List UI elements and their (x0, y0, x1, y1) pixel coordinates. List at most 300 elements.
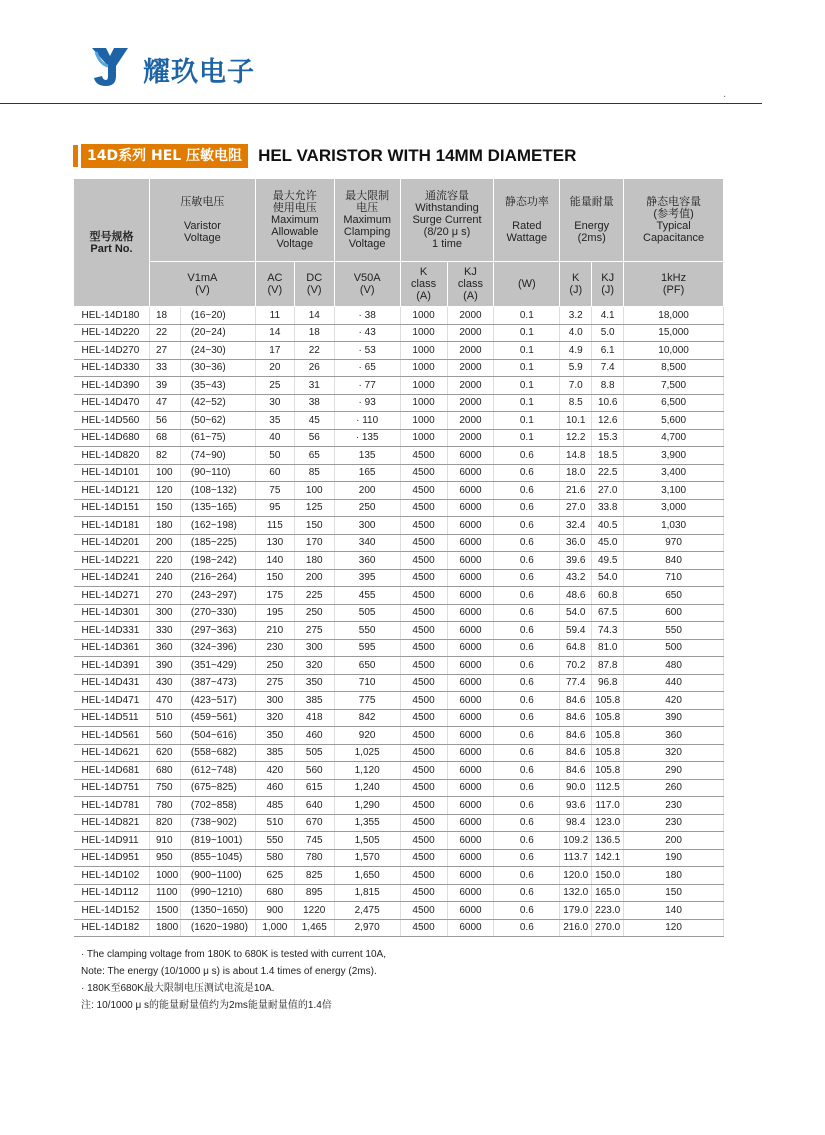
table-cell: 4500 (400, 482, 447, 500)
table-cell: 220 (149, 552, 180, 570)
table-cell: 45.0 (592, 534, 624, 552)
table-cell: 18.5 (592, 447, 624, 465)
table-cell: 4500 (400, 604, 447, 622)
table-cell: 550 (334, 622, 400, 640)
table-cell: 1000 (400, 324, 447, 342)
table-cell: 300 (255, 692, 294, 710)
table-cell: 18 (294, 324, 334, 342)
table-row (74, 902, 724, 920)
table-cell: 48.6 (560, 587, 592, 605)
subheader-dc: DC (V) (294, 262, 334, 307)
table-cell: 2,475 (334, 902, 400, 920)
table-cell: 6000 (447, 832, 494, 850)
table-cell: 223.0 (592, 902, 624, 920)
table-cell: HEL-14D681 (74, 762, 150, 780)
table-cell: 5,600 (624, 412, 724, 430)
table-cell: 580 (255, 849, 294, 867)
table-cell: 485 (255, 797, 294, 815)
table-cell: 625 (255, 867, 294, 885)
table-cell: 780 (149, 797, 180, 815)
table-cell: 140 (255, 552, 294, 570)
table-cell: 0.6 (494, 587, 560, 605)
table-cell: 0.6 (494, 832, 560, 850)
table-cell: 230 (624, 814, 724, 832)
table-cell: HEL-14D101 (74, 464, 150, 482)
table-cell: 320 (255, 709, 294, 727)
table-cell: 470 (149, 692, 180, 710)
table-cell: HEL-14D121 (74, 482, 150, 500)
table-cell: 1000 (149, 867, 180, 885)
table-cell: 36.0 (560, 534, 592, 552)
table-cell: HEL-14D220 (74, 324, 150, 342)
table-cell: 54.0 (560, 604, 592, 622)
table-cell: 340 (334, 534, 400, 552)
subheader-k-class: K class (A) (400, 262, 447, 307)
table-cell: 60.8 (592, 587, 624, 605)
table-cell: 77.4 (560, 674, 592, 692)
table-cell: 4500 (400, 832, 447, 850)
table-cell: (24~30) (180, 342, 255, 360)
table-cell: 59.4 (560, 622, 592, 640)
table-row (74, 674, 724, 692)
table-cell: 105.8 (592, 762, 624, 780)
table-cell: (135~165) (180, 499, 255, 517)
table-cell: 3,000 (624, 499, 724, 517)
table-cell: 825 (294, 867, 334, 885)
table-cell: 320 (294, 657, 334, 675)
table-cell: 1,290 (334, 797, 400, 815)
table-cell: 4500 (400, 447, 447, 465)
table-cell: 132.0 (560, 884, 592, 902)
blue-y-logo-icon (86, 42, 134, 90)
table-cell: 39.6 (560, 552, 592, 570)
table-cell: 84.6 (560, 727, 592, 745)
table-cell: 0.6 (494, 797, 560, 815)
table-cell: HEL-14D201 (74, 534, 150, 552)
table-cell: 300 (334, 517, 400, 535)
table-cell: (900~1100) (180, 867, 255, 885)
table-cell: 4.0 (560, 324, 592, 342)
table-cell: 4500 (400, 762, 447, 780)
table-cell: 4500 (400, 692, 447, 710)
table-cell: 109.2 (560, 832, 592, 850)
brand-name: 耀玖电子 (143, 57, 255, 88)
table-cell: 4500 (400, 727, 447, 745)
table-cell: 0.1 (494, 324, 560, 342)
table-cell: 1,650 (334, 867, 400, 885)
table-cell: 10,000 (624, 342, 724, 360)
table-cell: 4500 (400, 534, 447, 552)
table-cell: 0.6 (494, 744, 560, 762)
table-cell: 180 (149, 517, 180, 535)
table-cell: 38 (294, 394, 334, 412)
table-cell: 43.2 (560, 569, 592, 587)
table-cell: 395 (334, 569, 400, 587)
table-cell: 2,970 (334, 919, 400, 937)
table-cell: 2000 (447, 307, 494, 325)
table-cell: 105.8 (592, 709, 624, 727)
table-cell: 0.1 (494, 429, 560, 447)
table-cell: 6000 (447, 464, 494, 482)
table-cell: 1000 (400, 307, 447, 325)
table-cell: 4,700 (624, 429, 724, 447)
table-cell: 775 (334, 692, 400, 710)
table-cell: · 43 (334, 324, 400, 342)
table-cell: HEL-14D112 (74, 884, 150, 902)
title-chinese: 14D系列 HEL 压敏电阻 (81, 144, 248, 168)
table-cell: 33.8 (592, 499, 624, 517)
table-cell: 300 (149, 604, 180, 622)
table-cell: 1000 (400, 394, 447, 412)
table-cell: 842 (334, 709, 400, 727)
table-cell: 0.6 (494, 867, 560, 885)
subheader-kj-class: KJ class (A) (447, 262, 494, 307)
table-cell: 175 (255, 587, 294, 605)
table-cell: 190 (624, 849, 724, 867)
table-row (74, 569, 724, 587)
table-cell: 84.6 (560, 744, 592, 762)
table-cell: 98.4 (560, 814, 592, 832)
table-cell: 6000 (447, 709, 494, 727)
table-row (74, 447, 724, 465)
table-row (74, 412, 724, 430)
table-row (74, 692, 724, 710)
table-cell: 40.5 (592, 517, 624, 535)
table-cell: 820 (149, 814, 180, 832)
table-cell: 31 (294, 377, 334, 395)
table-cell: HEL-14D560 (74, 412, 150, 430)
table-cell: 2000 (447, 412, 494, 430)
table-cell: 15,000 (624, 324, 724, 342)
table-cell: 1,355 (334, 814, 400, 832)
table-cell: 10.6 (592, 394, 624, 412)
table-cell: 6000 (447, 779, 494, 797)
table-row (74, 639, 724, 657)
table-row (74, 342, 724, 360)
table-cell: 6000 (447, 639, 494, 657)
subheader-cap-unit: 1kHz (PF) (624, 262, 724, 307)
table-cell: (675~825) (180, 779, 255, 797)
table-cell: 33 (149, 359, 180, 377)
table-cell: 6000 (447, 569, 494, 587)
table-cell: 650 (624, 587, 724, 605)
table-cell: 4500 (400, 867, 447, 885)
table-cell: (42~52) (180, 394, 255, 412)
table-row (74, 919, 724, 937)
table-cell: 225 (294, 587, 334, 605)
table-cell: 230 (255, 639, 294, 657)
table-cell: 136.5 (592, 832, 624, 850)
header-varistor-voltage: 压敏电压 Varistor Voltage (149, 179, 255, 262)
table-cell: 0.6 (494, 464, 560, 482)
table-cell: 550 (255, 832, 294, 850)
table-cell: HEL-14D102 (74, 867, 150, 885)
table-cell: 0.6 (494, 902, 560, 920)
table-cell: 6000 (447, 692, 494, 710)
table-cell: (387~473) (180, 674, 255, 692)
table-cell: 1,570 (334, 849, 400, 867)
table-cell: 85 (294, 464, 334, 482)
table-cell: 250 (294, 604, 334, 622)
table-cell: 745 (294, 832, 334, 850)
header-divider (0, 103, 762, 104)
table-cell: 1,465 (294, 919, 334, 937)
table-row (74, 727, 724, 745)
table-cell: 6000 (447, 744, 494, 762)
table-cell: 0.1 (494, 377, 560, 395)
table-cell: 6000 (447, 762, 494, 780)
table-cell: HEL-14D301 (74, 604, 150, 622)
table-cell: 7.4 (592, 359, 624, 377)
table-cell: 2000 (447, 377, 494, 395)
table-cell: 6000 (447, 884, 494, 902)
table-cell: 17 (255, 342, 294, 360)
table-cell: 6000 (447, 534, 494, 552)
table-cell: 950 (149, 849, 180, 867)
table-row (74, 307, 724, 325)
table-cell: 179.0 (560, 902, 592, 920)
table-cell: 680 (149, 762, 180, 780)
table-row (74, 622, 724, 640)
table-cell: 210 (255, 622, 294, 640)
header-max-clamping-voltage: 最大限制 电压 Maximum Clamping Voltage (334, 179, 400, 262)
table-cell: 840 (624, 552, 724, 570)
table-cell: 910 (149, 832, 180, 850)
table-cell: 1000 (400, 342, 447, 360)
table-cell: 1000 (400, 359, 447, 377)
subheader-v1ma: V1mA (V) (149, 262, 255, 307)
table-cell: 0.6 (494, 447, 560, 465)
table-cell: 480 (624, 657, 724, 675)
table-cell: 0.1 (494, 412, 560, 430)
table-cell: (243~297) (180, 587, 255, 605)
table-cell: 250 (334, 499, 400, 517)
table-cell: HEL-14D820 (74, 447, 150, 465)
table-cell: 84.6 (560, 692, 592, 710)
table-cell: 600 (624, 604, 724, 622)
table-cell: 6000 (447, 499, 494, 517)
table-cell: (423~517) (180, 692, 255, 710)
table-cell: 0.6 (494, 482, 560, 500)
table-cell: 12.6 (592, 412, 624, 430)
table-cell: 6,500 (624, 394, 724, 412)
subheader-kj-energy: KJ (J) (592, 262, 624, 307)
table-cell: 270 (149, 587, 180, 605)
table-cell: 900 (255, 902, 294, 920)
table-cell: 4500 (400, 587, 447, 605)
table-cell: 4500 (400, 779, 447, 797)
table-cell: 620 (149, 744, 180, 762)
table-cell: 320 (624, 744, 724, 762)
table-cell: 125 (294, 499, 334, 517)
table-cell: 4.9 (560, 342, 592, 360)
table-cell: HEL-14D911 (74, 832, 150, 850)
table-row (74, 552, 724, 570)
table-cell: HEL-14D241 (74, 569, 150, 587)
table-cell: HEL-14D361 (74, 639, 150, 657)
table-cell: 50 (255, 447, 294, 465)
table-cell: HEL-14D331 (74, 622, 150, 640)
table-cell: 6000 (447, 919, 494, 937)
header-capacitance: 静态电容量 (参考值) Typical Capacitance (624, 179, 724, 262)
table-cell: 440 (624, 674, 724, 692)
varistor-spec-table (73, 178, 724, 937)
table-cell: 3,400 (624, 464, 724, 482)
table-cell: 6000 (447, 727, 494, 745)
table-cell: 8,500 (624, 359, 724, 377)
table-row (74, 657, 724, 675)
table-cell: 420 (624, 692, 724, 710)
table-cell: 120 (624, 919, 724, 937)
table-cell: 47 (149, 394, 180, 412)
table-row (74, 709, 724, 727)
table-cell: 710 (334, 674, 400, 692)
table-row (74, 744, 724, 762)
table-cell: 4500 (400, 797, 447, 815)
table-cell: 150 (149, 499, 180, 517)
table-cell: 68 (149, 429, 180, 447)
table-row (74, 534, 724, 552)
table-cell: 216.0 (560, 919, 592, 937)
table-cell: 0.1 (494, 394, 560, 412)
table-cell: HEL-14D680 (74, 429, 150, 447)
table-cell: (351~429) (180, 657, 255, 675)
table-row (74, 324, 724, 342)
table-cell: 0.6 (494, 534, 560, 552)
table-cell: 81.0 (592, 639, 624, 657)
table-cell: 390 (624, 709, 724, 727)
table-cell: HEL-14D391 (74, 657, 150, 675)
table-cell: 95 (255, 499, 294, 517)
table-cell: 0.6 (494, 622, 560, 640)
table-cell: 135 (334, 447, 400, 465)
table-cell: 4500 (400, 919, 447, 937)
table-cell: 0.6 (494, 849, 560, 867)
table-cell: 250 (255, 657, 294, 675)
table-cell: · 77 (334, 377, 400, 395)
table-row (74, 867, 724, 885)
table-cell: 0.6 (494, 692, 560, 710)
table-cell: 14 (294, 307, 334, 325)
table-cell: 1000 (400, 429, 447, 447)
table-cell: 970 (624, 534, 724, 552)
table-cell: 275 (294, 622, 334, 640)
table-cell: 18,000 (624, 307, 724, 325)
table-cell: 240 (149, 569, 180, 587)
table-cell: 0.1 (494, 342, 560, 360)
table-cell: 4500 (400, 709, 447, 727)
table-cell: HEL-14D511 (74, 709, 150, 727)
table-cell: 360 (334, 552, 400, 570)
table-cell: 360 (149, 639, 180, 657)
table-cell: 6000 (447, 447, 494, 465)
table-cell: · 38 (334, 307, 400, 325)
table-cell: 290 (624, 762, 724, 780)
table-cell: 1220 (294, 902, 334, 920)
table-cell: (702~858) (180, 797, 255, 815)
table-cell: 1000 (400, 377, 447, 395)
table-cell: 390 (149, 657, 180, 675)
table-cell: 460 (255, 779, 294, 797)
table-row (74, 429, 724, 447)
table-cell: 4500 (400, 622, 447, 640)
table-cell: 1,025 (334, 744, 400, 762)
table-cell: 195 (255, 604, 294, 622)
table-cell: 0.6 (494, 814, 560, 832)
table-cell: 505 (334, 604, 400, 622)
table-cell: 4500 (400, 814, 447, 832)
table-cell: 112.5 (592, 779, 624, 797)
table-cell: 6000 (447, 867, 494, 885)
table-row (74, 499, 724, 517)
header-part-no: 型号规格 Part No. (74, 179, 150, 307)
table-row (74, 587, 724, 605)
table-cell: 7.0 (560, 377, 592, 395)
table-cell: 25 (255, 377, 294, 395)
table-cell: 0.6 (494, 919, 560, 937)
table-cell: 15.3 (592, 429, 624, 447)
table-cell: 4500 (400, 849, 447, 867)
table-cell: 200 (149, 534, 180, 552)
subheader-v50a: V50A (V) (334, 262, 400, 307)
table-cell: 12.2 (560, 429, 592, 447)
table-cell: 90.0 (560, 779, 592, 797)
table-cell: 430 (149, 674, 180, 692)
table-cell: 4500 (400, 744, 447, 762)
footnote-line: 注: 10/1000 μ s的能量耐量值约为2ms能量耐量值的1.4倍 (81, 1000, 332, 1011)
table-cell: 0.6 (494, 517, 560, 535)
table-cell: 6000 (447, 674, 494, 692)
header-surge-current: 通流容量 Withstanding Surge Current (8/20 μ s) 1 time (400, 179, 494, 262)
header-max-allowable-voltage: 最大允许 使用电压 Maximum Allowable Voltage (255, 179, 334, 262)
table-cell: 180 (624, 867, 724, 885)
table-cell: 150 (255, 569, 294, 587)
table-cell: 650 (334, 657, 400, 675)
table-cell: 780 (294, 849, 334, 867)
table-cell: 4500 (400, 674, 447, 692)
table-cell: 0.6 (494, 552, 560, 570)
table-cell: (990~1210) (180, 884, 255, 902)
table-cell: (612~748) (180, 762, 255, 780)
table-cell: 180 (294, 552, 334, 570)
table-cell: 200 (624, 832, 724, 850)
table-cell: 670 (294, 814, 334, 832)
table-cell: 510 (255, 814, 294, 832)
table-cell: HEL-14D821 (74, 814, 150, 832)
title-accent-bar (73, 145, 78, 167)
table-cell: 615 (294, 779, 334, 797)
table-cell: 115 (255, 517, 294, 535)
table-cell: 22 (149, 324, 180, 342)
table-cell: 4500 (400, 517, 447, 535)
table-cell: 3,900 (624, 447, 724, 465)
table-cell: 1,120 (334, 762, 400, 780)
table-cell: 4.1 (592, 307, 624, 325)
table-row (74, 762, 724, 780)
table-cell: 4500 (400, 552, 447, 570)
table-cell: 14.8 (560, 447, 592, 465)
table-cell: 560 (294, 762, 334, 780)
table-cell: 45 (294, 412, 334, 430)
table-cell: 6000 (447, 902, 494, 920)
table-cell: 65 (294, 447, 334, 465)
table-cell: (819~1001) (180, 832, 255, 850)
table-cell: HEL-14D431 (74, 674, 150, 692)
table-cell: 3.2 (560, 307, 592, 325)
table-cell: 0.6 (494, 727, 560, 745)
table-cell: (61~75) (180, 429, 255, 447)
table-row (74, 814, 724, 832)
